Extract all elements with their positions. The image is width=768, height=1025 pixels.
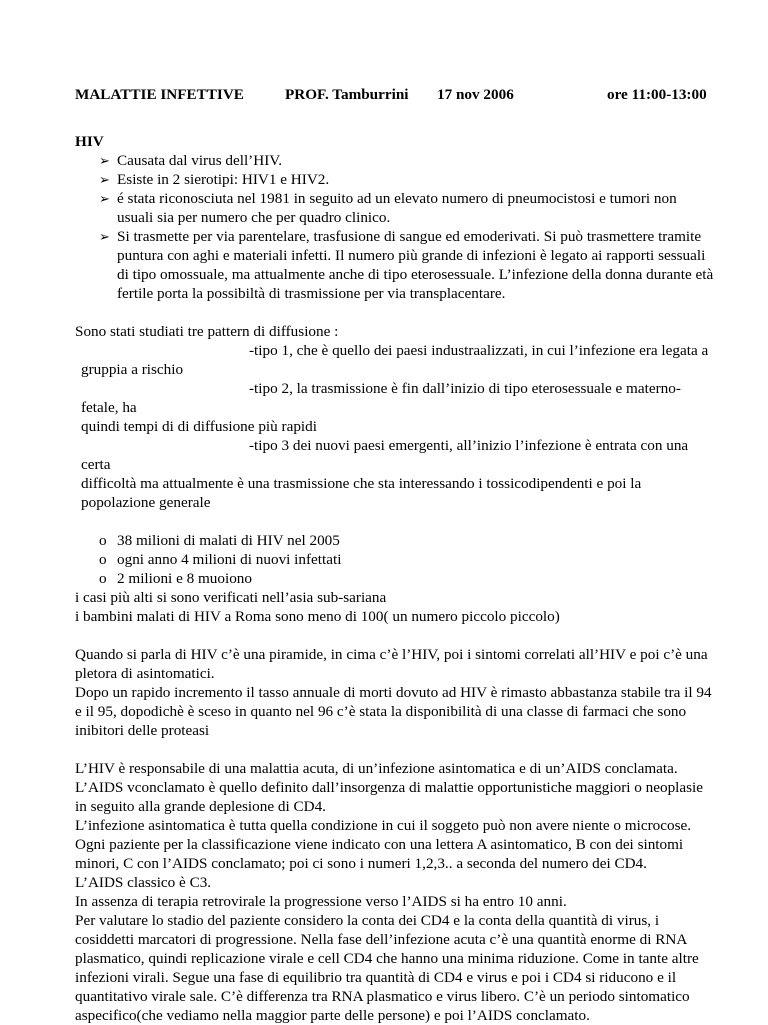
stats-line: i casi più alti si sono verificati nell’asia sub-sariana	[75, 589, 387, 606]
circle-bullet-icon: o	[99, 551, 107, 568]
pattern-item	[75, 436, 715, 512]
pattern-item	[75, 341, 715, 379]
arrow-right-icon: ➢	[99, 172, 110, 187]
pattern-item	[75, 379, 715, 436]
list-item-text: 2 milioni e 8 muoiono	[117, 570, 252, 587]
list-item-text: é stata riconosciuta nel 1981 in seguito ad un elevato numero di pneumocistosi e tumori non usuali sia per numero che per quadro clinico.	[117, 190, 677, 226]
pyramid-paragraph: Quando si parla di HIV c’è una piramide, in cima c’è l’HIV, poi i sintomi correlati all’HIV e poi c’è una pletora di asintomatici.	[75, 646, 708, 682]
list-item	[75, 569, 715, 588]
hiv-bullet-list	[75, 151, 715, 303]
aids-paragraph: L’HIV è responsabile di una malattia acuta, di un’infezione asintomatica e di un’AIDS conclamata.	[75, 760, 678, 777]
arrow-right-icon: ➢	[99, 229, 110, 244]
aids-paragraph: Per valutare lo stadio del paziente considero la conta dei CD4 e la conta della quantità di virus, i cosiddetti marcatori di progressione. Nella fase dell’infezione acuta c’è una quantità enorme di RNA plasmatico, quindi replicazione virale e cell CD4 che hanno una minima riduzione. Come in tante altre infezioni virali. Segue una fase di equilibrio tra quantità di CD4 e virus e poi i CD4 si riducono e il quantitativo virale sale. C’è differenza tra RNA plasmatico e virus libero. C’è un periodo sintomatico aspecifico(che vediamo nella maggior parte delle persone) e poi l’AIDS conclamato.	[75, 912, 699, 1024]
arrow-right-icon: ➢	[99, 153, 110, 168]
list-item	[75, 550, 715, 569]
mortality-paragraph: Dopo un rapido incremento il tasso annuale di morti dovuto ad HIV è rimasto abbastanza stabile tra il 94 e il 95, dopodichè è sceso in quanto nel 96 c’è stata la disponibilità di una classe di farmaci che sono inibitori delle proteasi	[75, 684, 712, 739]
arrow-right-icon: ➢	[99, 191, 110, 206]
pattern-item-first: -tipo 2, la trasmissione è fin dall’inizio di tipo eterosessuale e materno-fetale, ha	[81, 380, 681, 416]
stats-list	[75, 531, 715, 588]
list-item	[75, 151, 715, 170]
list-item	[75, 170, 715, 189]
course-title: MALATTIE INFETTIVE	[75, 86, 244, 103]
aids-paragraph: L’infezione asintomatica è tutta quella condizione in cui il soggeto può non avere niente o microcose.	[75, 817, 692, 834]
aids-paragraph: L’AIDS classico è C3.	[75, 874, 212, 891]
list-item-text: Causata dal virus dell’HIV.	[117, 152, 283, 169]
pattern-item-first: -tipo 1, che è quello dei paesi industraalizzati, in cui l’infezione era legata a	[249, 342, 709, 359]
aids-paragraph: In assenza di terapia retrovirale la progressione verso l’AIDS si ha entro 10 anni.	[75, 893, 567, 910]
document-body	[75, 132, 715, 1025]
pattern-item-rest: difficoltà ma attualmente è una trasmissione che sta interessando i tossicodipendenti e poi la popolazione generale	[81, 475, 642, 511]
aids-paragraph: L’AIDS vconclamato è quello definito dall’insorgenza di malattie opportunistiche maggiori o neoplasie in seguito alla grande deplesione di CD4.	[75, 779, 704, 815]
circle-bullet-icon: o	[99, 532, 107, 549]
list-item	[75, 227, 715, 303]
section-title-hiv: HIV	[75, 133, 104, 150]
patterns-intro: Sono stati studiati tre pattern di diffusione :	[75, 323, 339, 340]
list-item-text: ogni anno 4 milioni di nuovi infettati	[117, 551, 342, 568]
pattern-item-rest: quindi tempi di di diffusione più rapidi	[81, 418, 317, 435]
professor-name: PROF. Tamburrini	[285, 86, 409, 103]
stats-line: i bambini malati di HIV a Roma sono meno di 100( un numero piccolo piccolo)	[75, 608, 560, 625]
aids-paragraph: Ogni paziente per la classificazione viene indicato con una lettera A asintomatico, B con dei sintomi minori, C con l’AIDS conclamato; poi ci sono i numeri 1,2,3.. a seconda del numero dei CD4.	[75, 836, 684, 872]
lecture-date: 17 nov 2006	[437, 86, 514, 103]
list-item-text: Esiste in 2 sierotipi: HIV1 e HIV2.	[117, 171, 330, 188]
circle-bullet-icon: o	[99, 570, 107, 587]
list-item	[75, 531, 715, 550]
list-item-text: 38 milioni di malati di HIV nel 2005	[117, 532, 340, 549]
list-item-text: Si trasmette per via parentelare, trasfusione di sangue ed emoderivati. Si può trasmettere tramite puntura con aghi e materiali infetti. Il numero più grande di infezioni è legato ai rapporti sessuali di tipo omossuale, ma attualmente anche di tipo eterosessuale. L’infezione della donna durante età fertile porta la possibiltà di trasmissione per via transplacentare.	[117, 228, 714, 302]
list-item	[75, 189, 715, 227]
pattern-item-rest: gruppia a rischio	[81, 361, 184, 378]
lecture-time: ore 11:00-13:00	[607, 86, 707, 103]
pattern-item-first: -tipo 3 dei nuovi paesi emergenti, all’inizio l’infezione è entrata con una certa	[81, 437, 689, 473]
document-header	[75, 85, 715, 104]
